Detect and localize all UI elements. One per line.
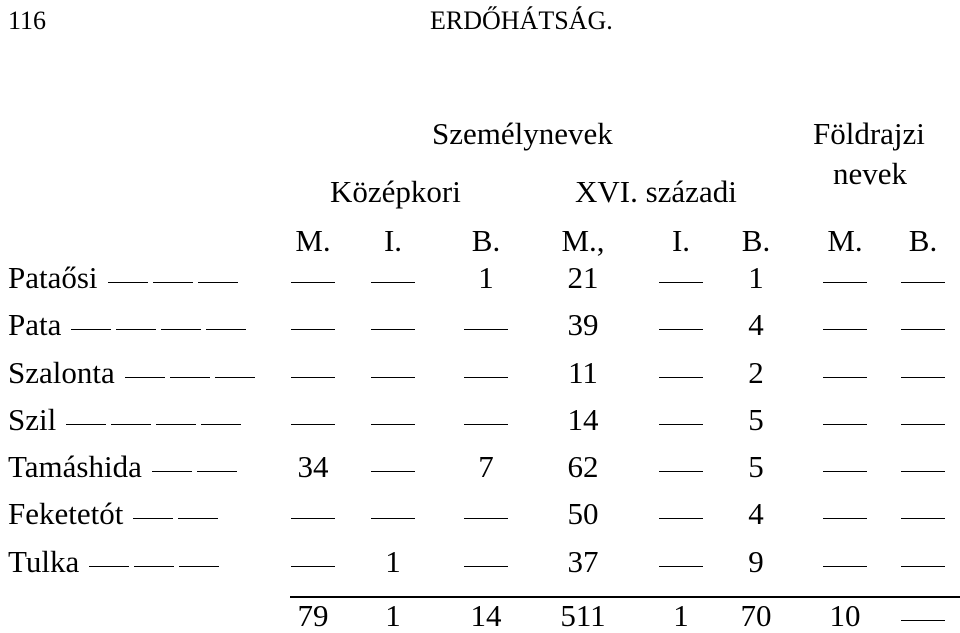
leader-dash <box>71 329 111 330</box>
table-cell: 34 <box>297 449 329 484</box>
empty-cell-dash <box>823 329 867 330</box>
header-personal-names: Személynevek <box>432 116 613 151</box>
empty-cell-dash <box>464 424 508 425</box>
column-header: I. <box>383 223 403 258</box>
leader-dash <box>198 282 238 283</box>
table-cell: 5 <box>748 402 764 437</box>
empty-cell-dash <box>291 424 335 425</box>
table-cell: 9 <box>748 544 764 579</box>
table-cell: 62 <box>567 449 599 484</box>
empty-cell-dash <box>659 282 703 283</box>
row-label: Tamáshida <box>8 449 142 484</box>
row-label: Szil <box>8 402 57 437</box>
empty-cell-dash <box>291 566 335 567</box>
leader-dash <box>133 518 173 519</box>
header-geo-line2: nevek <box>833 156 908 191</box>
leader-dash <box>215 377 255 378</box>
leader-dash <box>170 377 210 378</box>
table-cell: 1 <box>385 544 401 579</box>
total-cell: 79 <box>297 598 329 633</box>
leader-dash <box>179 566 219 567</box>
column-header: B. <box>471 223 501 258</box>
empty-cell-dash <box>291 518 335 519</box>
empty-cell-dash <box>659 566 703 567</box>
leader-dash <box>201 424 241 425</box>
empty-cell-dash <box>901 329 945 330</box>
column-header: B. <box>741 223 771 258</box>
empty-total-dash <box>901 620 945 621</box>
empty-cell-dash <box>371 471 415 472</box>
leader-dash <box>134 566 174 567</box>
empty-cell-dash <box>371 377 415 378</box>
leader-dash <box>178 518 218 519</box>
empty-cell-dash <box>464 518 508 519</box>
empty-cell-dash <box>901 518 945 519</box>
empty-cell-dash <box>823 424 867 425</box>
empty-cell-dash <box>823 282 867 283</box>
empty-cell-dash <box>659 329 703 330</box>
total-cell: 10 <box>829 598 861 633</box>
total-cell: 511 <box>560 598 606 633</box>
leader-dash <box>111 424 151 425</box>
table-cell: 37 <box>567 544 599 579</box>
empty-cell-dash <box>823 471 867 472</box>
row-label: Pata <box>8 307 62 342</box>
column-header: M. <box>827 223 863 258</box>
header-16th-century: XVI. századi <box>575 174 737 209</box>
table-cell: 7 <box>478 449 494 484</box>
empty-cell-dash <box>901 282 945 283</box>
total-cell: 1 <box>673 598 689 633</box>
row-label: Szalonta <box>8 355 115 390</box>
leader-dash <box>116 329 156 330</box>
empty-cell-dash <box>371 424 415 425</box>
leader-dash <box>197 471 237 472</box>
empty-cell-dash <box>659 518 703 519</box>
table-cell: 11 <box>568 355 598 390</box>
empty-cell-dash <box>823 566 867 567</box>
leader-dash <box>108 282 148 283</box>
leader-dash <box>161 329 201 330</box>
empty-cell-dash <box>291 377 335 378</box>
page-number: 116 <box>8 6 47 35</box>
running-head: ERDŐHÁTSÁG. <box>430 6 613 35</box>
leader-dash <box>89 566 129 567</box>
leader-dash <box>153 282 193 283</box>
leader-dash <box>66 424 106 425</box>
column-header: I. <box>671 223 691 258</box>
column-header: M., <box>561 223 605 258</box>
empty-cell-dash <box>291 282 335 283</box>
row-label: Pataősi <box>8 260 98 295</box>
empty-cell-dash <box>823 518 867 519</box>
column-header: B. <box>908 223 938 258</box>
total-cell: 14 <box>470 598 502 633</box>
empty-cell-dash <box>371 518 415 519</box>
table-cell: 50 <box>567 496 599 531</box>
empty-cell-dash <box>659 377 703 378</box>
empty-cell-dash <box>464 329 508 330</box>
empty-cell-dash <box>901 424 945 425</box>
empty-cell-dash <box>659 471 703 472</box>
table-cell: 21 <box>567 260 599 295</box>
table-cell: 5 <box>748 449 764 484</box>
empty-cell-dash <box>901 471 945 472</box>
leader-dash <box>152 471 192 472</box>
table-cell: 1 <box>478 260 494 295</box>
table-cell: 39 <box>567 307 599 342</box>
table-cell: 2 <box>748 355 764 390</box>
leader-dash <box>125 377 165 378</box>
table-cell: 4 <box>748 496 764 531</box>
empty-cell-dash <box>371 329 415 330</box>
row-label: Feketetót <box>8 496 124 531</box>
empty-cell-dash <box>464 566 508 567</box>
header-geo-line1: Földrajzi <box>813 116 925 151</box>
table-cell: 4 <box>748 307 764 342</box>
empty-cell-dash <box>291 329 335 330</box>
empty-cell-dash <box>901 566 945 567</box>
header-medieval: Középkori <box>330 174 461 209</box>
empty-cell-dash <box>371 282 415 283</box>
empty-cell-dash <box>823 377 867 378</box>
table-cell: 1 <box>748 260 764 295</box>
total-cell: 1 <box>385 598 401 633</box>
leader-dash <box>156 424 196 425</box>
leader-dash <box>206 329 246 330</box>
table-cell: 14 <box>567 402 599 437</box>
empty-cell-dash <box>464 377 508 378</box>
total-cell: 70 <box>740 598 772 633</box>
empty-cell-dash <box>659 424 703 425</box>
column-header: M. <box>295 223 331 258</box>
row-label: Tulka <box>8 544 80 579</box>
empty-cell-dash <box>901 377 945 378</box>
